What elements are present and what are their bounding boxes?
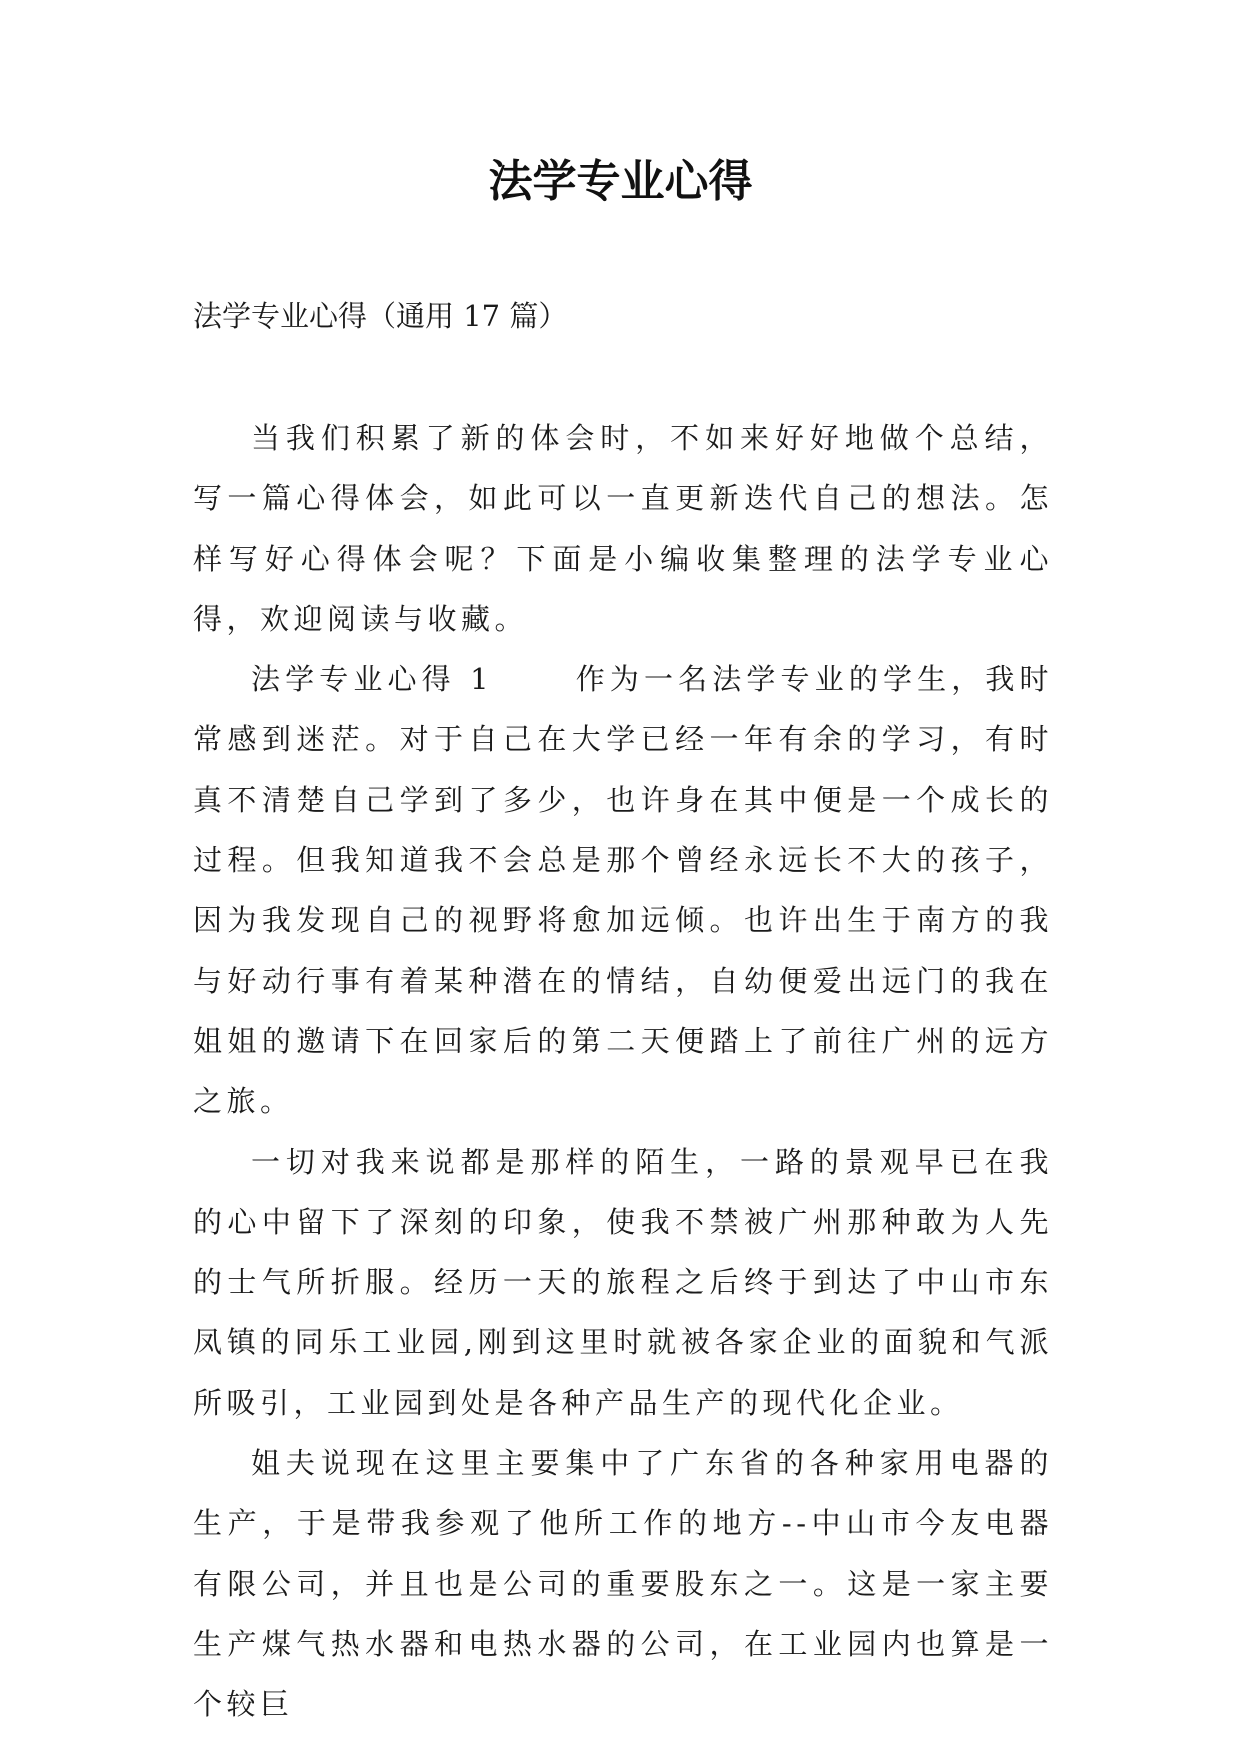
document-subtitle: 法学专业心得（通用 17 篇） [193,299,568,333]
paragraph-intro: 当我们积累了新的体会时，不如来好好地做个总结，写一篇心得体会，如此可以一直更新迭代自己的想法。怎样写好心得体会呢？下面是小编收集整理的法学专业心得，欢迎阅读与收藏。 [193,421,1053,636]
paragraph-essay-1: 法学专业心得 1 作为一名法学专业的学生，我时常感到迷茫。对于自己在大学已经一年有余的学习，有时真不清楚自己学到了多少，也许身在其中便是一个成长的过程。但我知道我不会总是那个曾经永远长不大的孩子，因为我发现自己的视野将愈加远倾。也许出生于南方的我与好动行事有着某种潜在的情结，自幼便爱出远门的我在姐姐的邀请下在回家后的第二天便踏上了前往广州的远方之旅。 [193,662,1053,1119]
paragraph-guangzhou-trip: 一切对我来说都是那样的陌生，一路的景观早已在我的心中留下了深刻的印象，使我不禁被广州那种敢为人先的士气所折服。经历一天的旅程之后终于到达了中山市东凤镇的同乐工业园,刚到这里时就被各家企业的面貌和气派所吸引，工业园到处是各种产品生产的现代化企业。 [193,1144,1053,1420]
paragraph-company-visit: 姐夫说现在这里主要集中了广东省的各种家用电器的生产，于是带我参观了他所工作的地方--中山市今友电器有限公司，并且也是公司的重要股东之一。这是一家主要生产煤气热水器和电热水器的公司，在工业园内也算是一个较巨 [193,1446,1053,1722]
document-body [193,408,1053,1735]
document-title: 法学专业心得 [488,156,753,207]
